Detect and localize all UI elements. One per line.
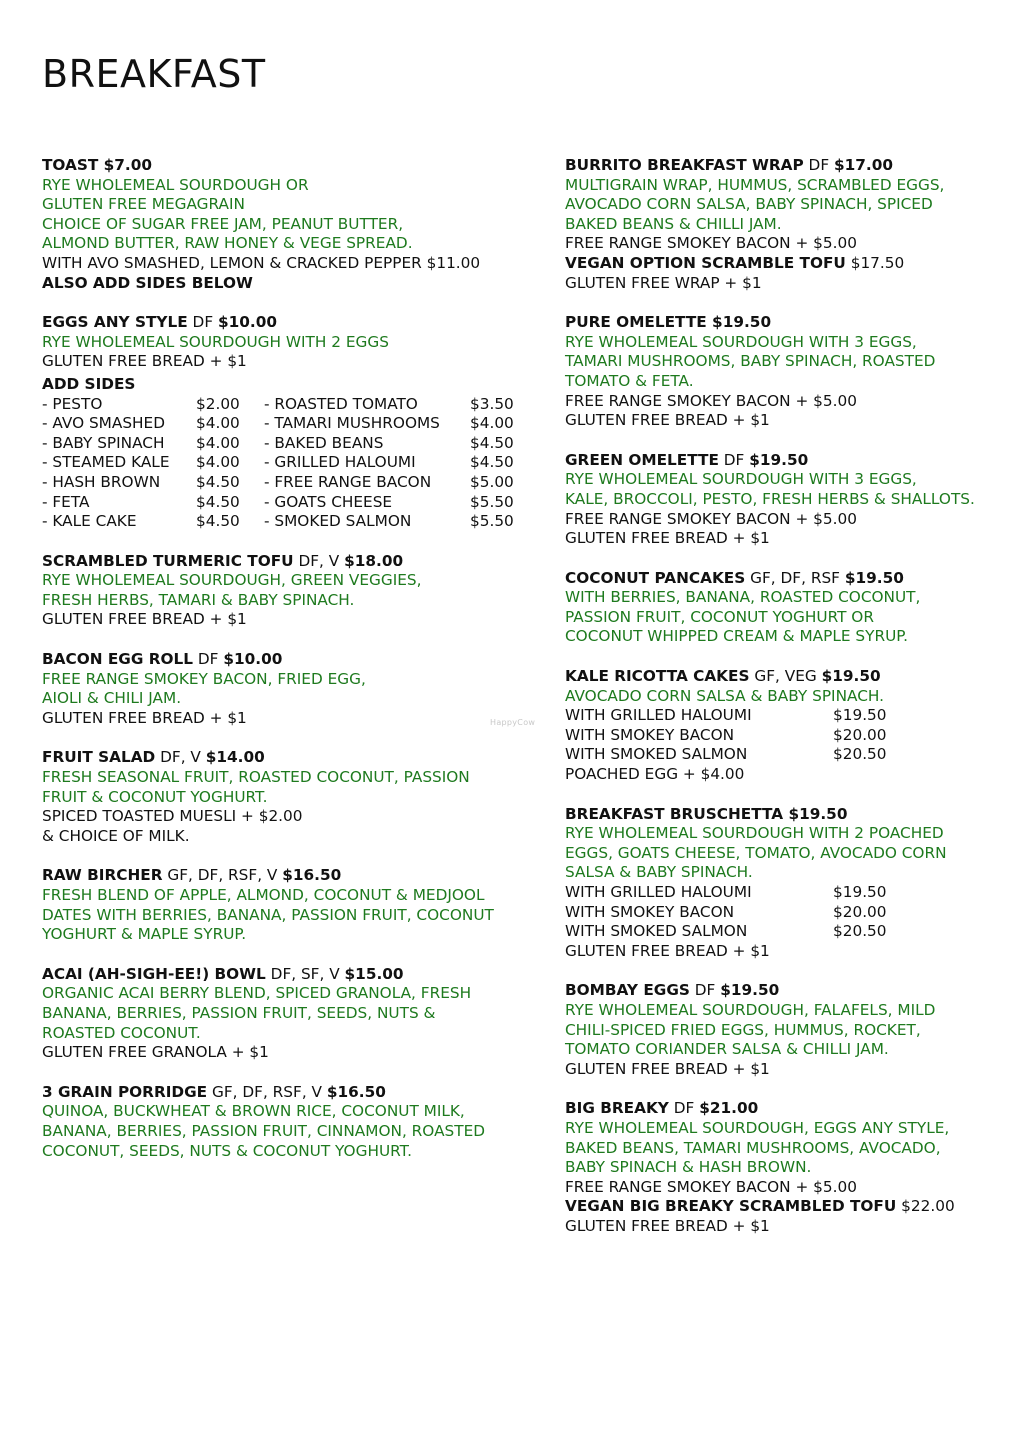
option-price: $20.00 [833, 902, 887, 921]
item-title: PURE OMELETTE $19.50 [565, 313, 772, 332]
item-description: ROASTED COCONUT. [42, 1023, 201, 1042]
menu-item-raw-bircher [42, 866, 532, 944]
item-description: FRESH HERBS, TAMARI & BABY SPINACH. [42, 590, 355, 609]
item-description: SALSA & BABY SPINACH. [565, 863, 753, 882]
item-extra: GLUTEN FREE BREAD + $1 [42, 708, 247, 727]
side-price: $3.50 [470, 394, 514, 413]
happycow-watermark: HappyCow [490, 718, 536, 727]
menu-item-eggs-any-style [42, 313, 532, 532]
menu-right-column [565, 156, 995, 1257]
menu-item-fruit-salad [42, 748, 532, 846]
item-description: YOGHURT & MAPLE SYRUP. [42, 925, 247, 944]
item-extra: FREE RANGE SMOKEY BACON + $5.00 [565, 234, 857, 253]
side-name: - PESTO [42, 394, 103, 413]
item-extra: GLUTEN FREE BREAD + $1 [565, 1216, 770, 1235]
option-price: $20.50 [833, 745, 887, 764]
option-label: WITH SMOKEY BACON [565, 725, 735, 744]
sides-row [42, 453, 520, 473]
item-extra: VEGAN OPTION SCRAMBLE TOFU $17.50 [565, 253, 905, 272]
menu-item-acai-bowl [42, 965, 532, 1063]
item-description: BANANA, BERRIES, PASSION FRUIT, SEEDS, NUTS & [42, 1003, 436, 1022]
item-description: FREE RANGE SMOKEY BACON, FRIED EGG, [42, 669, 366, 688]
menu-item-pure-omelette [565, 313, 995, 431]
item-description: BABY SPINACH & HASH BROWN. [565, 1158, 812, 1177]
menu-item-breakfast-bruschetta [565, 805, 995, 962]
item-description: ALMOND BUTTER, RAW HONEY & VEGE SPREAD. [42, 234, 413, 253]
option-row [565, 745, 995, 765]
item-description: RYE WHOLEMEAL SOURDOUGH OR [42, 175, 309, 194]
item-extra: SPICED TOASTED MUESLI + $2.00 [42, 807, 303, 826]
item-title: BIG BREAKY DF $21.00 [565, 1099, 759, 1118]
sides-row [42, 395, 520, 415]
item-extra: FREE RANGE SMOKEY BACON + $5.00 [565, 509, 857, 528]
item-title: BURRITO BREAKFAST WRAP DF $17.00 [565, 156, 894, 174]
item-extra: GLUTEN FREE BREAD + $1 [42, 610, 247, 629]
option-label: WITH SMOKED SALMON [565, 922, 748, 941]
option-row [565, 883, 995, 903]
item-description: FRESH BLEND OF APPLE, ALMOND, COCONUT & MEDJOOL [42, 886, 485, 904]
side-name: - ROASTED TOMATO [264, 394, 418, 413]
item-description: COCONUT WHIPPED CREAM & MAPLE SYRUP. [565, 627, 908, 646]
item-description: KALE, BROCCOLI, PESTO, FRESH HERBS & SHALLOTS. [565, 489, 975, 508]
side-price: $4.00 [470, 414, 514, 433]
item-extra: GLUTEN FREE BREAD + $1 [565, 529, 770, 548]
item-description: DATES WITH BERRIES, BANANA, PASSION FRUIT, COCONUT [42, 905, 494, 924]
item-title: COCONUT PANCAKES GF, DF, RSF $19.50 [565, 568, 904, 587]
item-description: CHOICE OF SUGAR FREE JAM, PEANUT BUTTER, [42, 214, 404, 233]
item-description: GLUTEN FREE MEGAGRAIN [42, 195, 245, 214]
option-row [565, 922, 995, 942]
item-description: CHILI-SPICED FRIED EGGS, HUMMUS, ROCKET, [565, 1020, 921, 1039]
add-sides-heading: ADD SIDES [42, 374, 136, 393]
side-name: - BABY SPINACH [42, 433, 165, 452]
item-description: BANANA, BERRIES, PASSION FRUIT, CINNAMON, ROASTED [42, 1121, 486, 1140]
item-description: MULTIGRAIN WRAP, HUMMUS, SCRAMBLED EGGS, [565, 175, 945, 194]
option-row [565, 726, 995, 746]
side-name: - FREE RANGE BACON [264, 472, 432, 491]
item-description: RYE WHOLEMEAL SOURDOUGH, FALAFELS, MILD [565, 1000, 936, 1019]
side-price: $4.50 [470, 453, 514, 472]
item-description: TOMATO & FETA. [565, 371, 694, 390]
item-description: TAMARI MUSHROOMS, BABY SPINACH, ROASTED [565, 352, 936, 371]
menu-item-big-breaky [565, 1099, 995, 1236]
item-title: 3 GRAIN PORRIDGE GF, DF, RSF, V $16.50 [42, 1082, 386, 1101]
item-description: PASSION FRUIT, COCONUT YOGHURT OR [565, 607, 874, 626]
item-extra: VEGAN BIG BREAKY SCRAMBLED TOFU $22.00 [565, 1197, 955, 1216]
item-extra: GLUTEN FREE BREAD + $1 [565, 411, 770, 430]
item-description: RYE WHOLEMEAL SOURDOUGH WITH 3 EGGS, [565, 470, 917, 489]
item-title: TOAST $7.00 [42, 156, 153, 174]
item-extra: GLUTEN FREE WRAP + $1 [565, 273, 762, 292]
side-price: $5.50 [470, 492, 514, 511]
item-title: BREAKFAST BRUSCHETTA $19.50 [565, 804, 848, 823]
item-description: RYE WHOLEMEAL SOURDOUGH, EGGS ANY STYLE, [565, 1118, 950, 1137]
menu-item-bombay-eggs [565, 981, 995, 1079]
option-label: WITH SMOKED SALMON [565, 745, 748, 764]
option-label: WITH GRILLED HALOUMI [565, 883, 752, 901]
side-name: - FETA [42, 492, 90, 511]
item-extra: GLUTEN FREE BREAD + $1 [565, 1059, 770, 1078]
sides-row [42, 414, 520, 434]
menu-item-bacon-egg-roll [42, 650, 532, 728]
item-extra: GLUTEN FREE BREAD + $1 [565, 941, 770, 960]
option-row [565, 706, 995, 726]
sides-row [42, 473, 520, 493]
item-description: RYE WHOLEMEAL SOURDOUGH WITH 3 EGGS, [565, 332, 917, 351]
item-title: BOMBAY EGGS DF $19.50 [565, 981, 780, 1000]
side-name: - KALE CAKE [42, 512, 137, 531]
side-name: - HASH BROWN [42, 472, 161, 491]
item-description: RYE WHOLEMEAL SOURDOUGH, GREEN VEGGIES, [42, 571, 422, 590]
item-description: TOMATO CORIANDER SALSA & CHILLI JAM. [565, 1040, 889, 1059]
item-title: BACON EGG ROLL DF $10.00 [42, 650, 283, 669]
item-description: QUINOA, BUCKWHEAT & BROWN RICE, COCONUT MILK, [42, 1102, 465, 1121]
item-description: AIOLI & CHILI JAM. [42, 689, 182, 708]
option-price: $19.50 [833, 706, 887, 725]
item-title: ACAI (AH-SIGH-EE!) BOWL DF, SF, V $15.00 [42, 964, 404, 983]
item-description: BAKED BEANS, TAMARI MUSHROOMS, AVOCADO, [565, 1138, 941, 1157]
sides-row [42, 493, 520, 513]
item-description: COCONUT, SEEDS, NUTS & COCONUT YOGHURT. [42, 1141, 413, 1160]
menu-item-toast [42, 156, 532, 293]
item-description: EGGS, GOATS CHEESE, TOMATO, AVOCADO CORN [565, 843, 947, 862]
side-name: - GOATS CHEESE [264, 492, 393, 511]
item-extra: POACHED EGG + $4.00 [565, 765, 745, 784]
item-description: BAKED BEANS & CHILLI JAM. [565, 214, 782, 233]
menu-item-coconut-pancakes [565, 569, 995, 647]
option-row [565, 903, 995, 923]
item-title: SCRAMBLED TURMERIC TOFU DF, V $18.00 [42, 551, 404, 570]
option-price: $20.00 [833, 725, 887, 744]
sides-row [42, 512, 520, 532]
item-description: AVOCADO CORN SALSA & BABY SPINACH. [565, 686, 884, 705]
menu-item-green-omelette [565, 451, 995, 549]
side-price: $4.50 [470, 433, 514, 452]
item-title: GREEN OMELETTE DF $19.50 [565, 450, 809, 469]
option-label: WITH SMOKEY BACON [565, 902, 735, 921]
item-extra: & CHOICE OF MILK. [42, 826, 190, 845]
side-price: $2.00 [196, 394, 240, 413]
side-price: $4.50 [196, 512, 240, 531]
option-price: $19.50 [833, 883, 887, 901]
sides-row [42, 434, 520, 454]
item-description: FRESH SEASONAL FRUIT, ROASTED COCONUT, PASSION [42, 768, 470, 787]
item-extra: GLUTEN FREE BREAD + $1 [42, 352, 247, 371]
side-name: - GRILLED HALOUMI [264, 453, 416, 472]
item-description: RYE WHOLEMEAL SOURDOUGH WITH 2 EGGS [42, 332, 389, 351]
item-extra: WITH AVO SMASHED, LEMON & CRACKED PEPPER $11.00 [42, 253, 481, 272]
item-extra: FREE RANGE SMOKEY BACON + $5.00 [565, 1177, 857, 1196]
side-name: - STEAMED KALE [42, 453, 170, 472]
side-name: - SMOKED SALMON [264, 512, 412, 531]
side-name: - TAMARI MUSHROOMS [264, 414, 440, 433]
menu-item-scrambled-turmeric-tofu [42, 552, 532, 630]
menu-item-3-grain-porridge [42, 1083, 532, 1161]
item-extra: GLUTEN FREE GRANOLA + $1 [42, 1043, 269, 1062]
item-description: ORGANIC ACAI BERRY BLEND, SPICED GRANOLA, FRESH [42, 984, 472, 1003]
item-title: FRUIT SALAD DF, V $14.00 [42, 748, 265, 767]
side-price: $4.00 [196, 414, 240, 433]
side-price: $5.00 [470, 472, 514, 491]
page-title: BREAKFAST [42, 52, 266, 96]
menu-item-kale-ricotta-cakes [565, 667, 995, 785]
item-title: KALE RICOTTA CAKES GF, VEG $19.50 [565, 667, 881, 686]
option-price: $20.50 [833, 922, 887, 941]
sides-table [42, 395, 520, 532]
menu-item-burrito-breakfast-wrap [565, 156, 995, 293]
item-title: EGGS ANY STYLE DF $10.00 [42, 313, 278, 332]
item-description: WITH BERRIES, BANANA, ROASTED COCONUT, [565, 588, 921, 607]
item-description: AVOCADO CORN SALSA, BABY SPINACH, SPICED [565, 195, 933, 214]
item-description: RYE WHOLEMEAL SOURDOUGH WITH 2 POACHED [565, 824, 944, 843]
menu-left-column [42, 156, 532, 1181]
item-description: FRUIT & COCONUT YOGHURT. [42, 787, 268, 806]
side-price: $4.50 [196, 472, 240, 491]
item-title: RAW BIRCHER GF, DF, RSF, V $16.50 [42, 866, 342, 885]
side-name: - AVO SMASHED [42, 414, 165, 433]
side-price: $4.00 [196, 433, 240, 452]
item-extra: FREE RANGE SMOKEY BACON + $5.00 [565, 391, 857, 410]
item-extra: ALSO ADD SIDES BELOW [42, 273, 253, 292]
side-price: $5.50 [470, 512, 514, 531]
side-price: $4.50 [196, 492, 240, 511]
option-label: WITH GRILLED HALOUMI [565, 706, 752, 725]
side-name: - BAKED BEANS [264, 433, 384, 452]
side-price: $4.00 [196, 453, 240, 472]
